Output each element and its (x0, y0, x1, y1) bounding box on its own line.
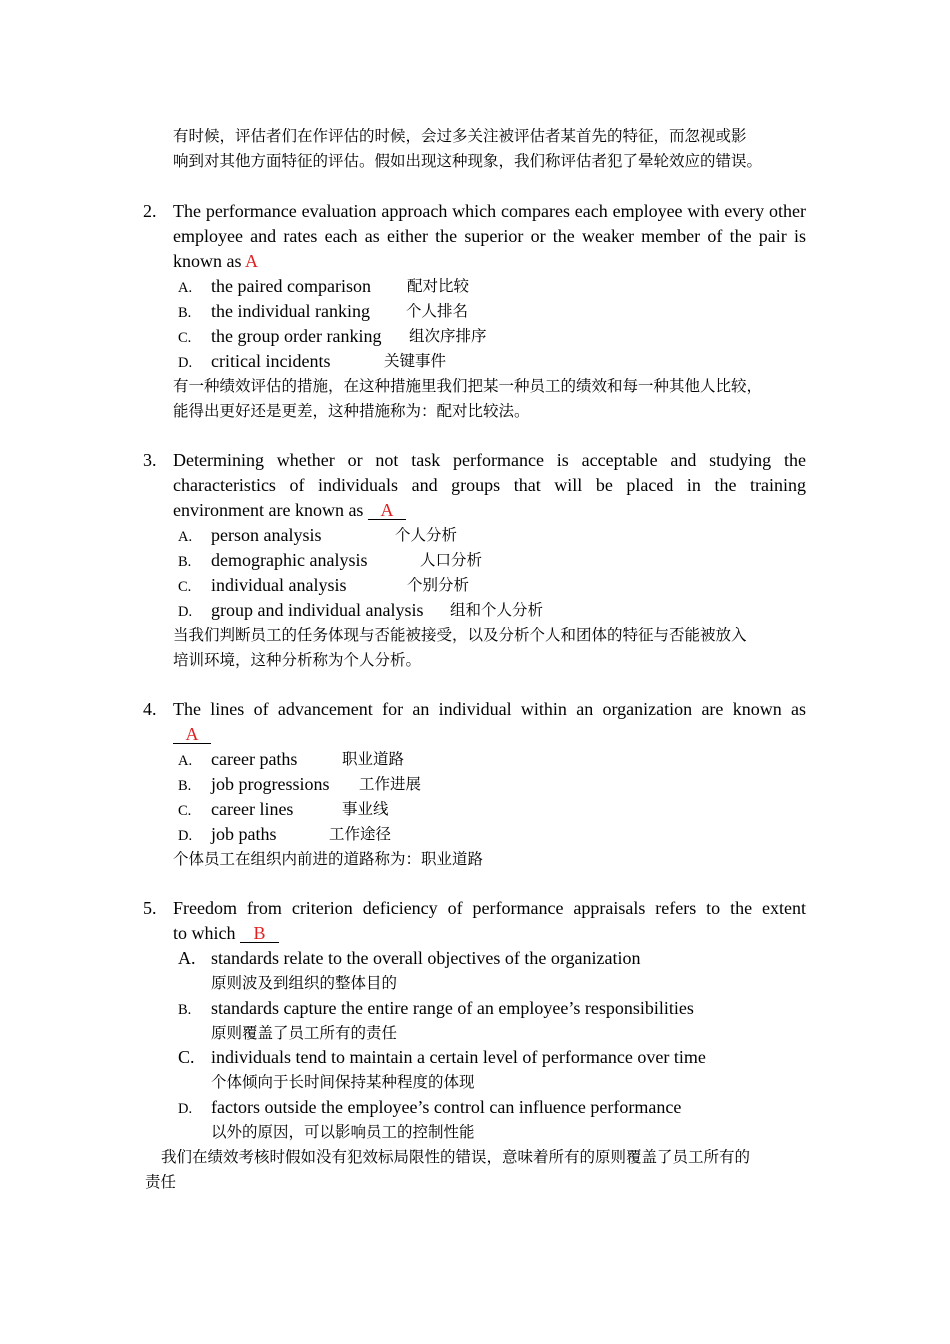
option-a (178, 747, 405, 772)
explanation-zh-line-2: 责任 (145, 1174, 177, 1191)
option-text: person analysis (211, 525, 322, 545)
answer-mark: B (253, 923, 266, 943)
option-text: standards capture the entire range of an employee’s responsibilities (211, 998, 694, 1018)
option-a (178, 523, 458, 548)
option-d (178, 349, 447, 374)
option-letter: C. (178, 579, 192, 595)
explanation-zh: 个体员工在组织内前进的道路称为：职业道路 (173, 851, 484, 868)
option-zh: 工作进展 (359, 776, 422, 793)
option-letter: C. (178, 803, 192, 819)
option-c (178, 1045, 706, 1070)
option-letter: D. (178, 355, 193, 371)
answer-blank (368, 500, 406, 520)
option-zh: 关键事件 (384, 353, 447, 370)
option-text: individual analysis (211, 575, 347, 595)
option-text: group and individual analysis (211, 600, 424, 620)
option-b (178, 772, 422, 797)
option-zh: 个人排名 (406, 303, 469, 320)
option-a (178, 946, 641, 971)
option-letter: C. (178, 330, 192, 346)
question-stem-blank-line (173, 722, 806, 747)
option-a (178, 274, 470, 299)
option-letter: B. (178, 554, 192, 570)
option-text: the group order ranking (211, 326, 382, 346)
option-text: factors outside the employee’s control can influence performance (211, 1097, 682, 1117)
explanation-zh-line-2: 能得出更好还是更差，这种措施称为：配对比较法。 (173, 403, 530, 420)
option-zh: 配对比较 (407, 278, 470, 295)
option-letter: B. (178, 778, 192, 794)
option-text: standards relate to the overall objectives of the organization (211, 948, 641, 968)
option-zh: 个人分析 (395, 527, 458, 544)
option-zh: 原则波及到组织的整体目的 (211, 975, 398, 992)
option-letter: D. (178, 1101, 193, 1117)
option-text: career lines (211, 799, 294, 819)
option-d (178, 1095, 681, 1120)
option-b (178, 548, 483, 573)
question-stem-line-1: Determining whether or not task performance is acceptable and studying the (173, 450, 806, 470)
option-text: individuals tend to maintain a certain level of performance over time (211, 1047, 706, 1067)
option-text: demographic analysis (211, 550, 368, 570)
option-letter: A. (178, 753, 193, 769)
option-zh: 职业道路 (342, 751, 405, 768)
question-stem (173, 199, 806, 274)
option-zh: 人口分析 (420, 552, 483, 569)
option-zh: 个别分析 (407, 577, 470, 594)
option-letter: A. (178, 948, 196, 968)
answer-blank (240, 923, 279, 943)
question-number: 3. (143, 450, 157, 470)
option-zh: 个体倾向于长时间保持某种程度的体现 (211, 1074, 475, 1091)
question-stem-line-3 (173, 498, 806, 523)
question-number: 4. (143, 699, 157, 719)
explanation-zh-line-1: 我们在绩效考核时假如没有犯效标局限性的错误，意味着所有的原则覆盖了员工所有的 (161, 1149, 751, 1166)
option-text: critical incidents (211, 351, 331, 371)
option-c (178, 573, 470, 598)
explanation-zh-line-1: 有一种绩效评估的措施，在这种措施里我们把某一种员工的绩效和每一种其他人比较， (173, 378, 763, 395)
option-zh: 原则覆盖了员工所有的责任 (211, 1025, 398, 1042)
answer-mark: A (245, 251, 259, 271)
question-stem-text: to which (173, 923, 236, 943)
option-letter: D. (178, 604, 193, 620)
explanation-zh-line-1: 当我们判断员工的任务体现与否能被接受，以及分析个人和团体的特征与否能被放入 (173, 627, 747, 644)
answer-blank (173, 724, 211, 744)
option-d (178, 598, 544, 623)
option-letter: A. (178, 529, 193, 545)
option-c (178, 324, 487, 349)
option-zh: 组和个人分析 (450, 602, 544, 619)
question-stem-text: environment are known as (173, 500, 364, 520)
option-c (178, 797, 389, 822)
answer-mark: A (185, 724, 198, 744)
explanation-zh-line-2: 培训环境，这种分析称为个人分析。 (173, 652, 422, 669)
option-letter: A. (178, 280, 193, 296)
option-text: the paired comparison (211, 276, 371, 296)
option-d (178, 822, 392, 847)
question-stem-text: The performance evaluation approach which compares each employee with every other employee and rates each as either the superior or the weaker member of the pair is known as (173, 201, 806, 271)
option-zh: 事业线 (342, 801, 389, 818)
option-zh: 以外的原因，可以影响员工的控制性能 (211, 1124, 475, 1141)
option-text: job progressions (211, 774, 330, 794)
question-stem-line-1: Freedom from criterion deficiency of performance appraisals refers to the extent (173, 898, 806, 918)
option-letter: B. (178, 1002, 192, 1018)
answer-mark: A (380, 500, 393, 520)
option-b (178, 299, 469, 324)
intro-zh-line-1: 有时候，评估者们在作评估的时候，会过多关注被评估者某首先的特征，而忽视或影 (173, 128, 747, 145)
question-stem: The lines of advancement for an individual within an organization are known as (173, 699, 806, 719)
question-stem-line-2: characteristics of individuals and groups that will be placed in the training (173, 475, 806, 495)
option-letter: B. (178, 305, 192, 321)
option-letter: C. (178, 1047, 195, 1067)
option-text: job paths (211, 824, 277, 844)
option-zh: 工作途径 (329, 826, 392, 843)
question-number: 2. (143, 201, 157, 221)
option-zh: 组次序排序 (409, 328, 487, 345)
question-stem-line-2 (173, 921, 806, 946)
option-text: career paths (211, 749, 298, 769)
intro-zh-line-2: 响到对其他方面特征的评估。假如出现这种现象，我们称评估者犯了晕轮效应的错误。 (173, 153, 763, 170)
question-number: 5. (143, 898, 157, 918)
option-text: the individual ranking (211, 301, 370, 321)
option-letter: D. (178, 828, 193, 844)
option-b (178, 996, 694, 1021)
